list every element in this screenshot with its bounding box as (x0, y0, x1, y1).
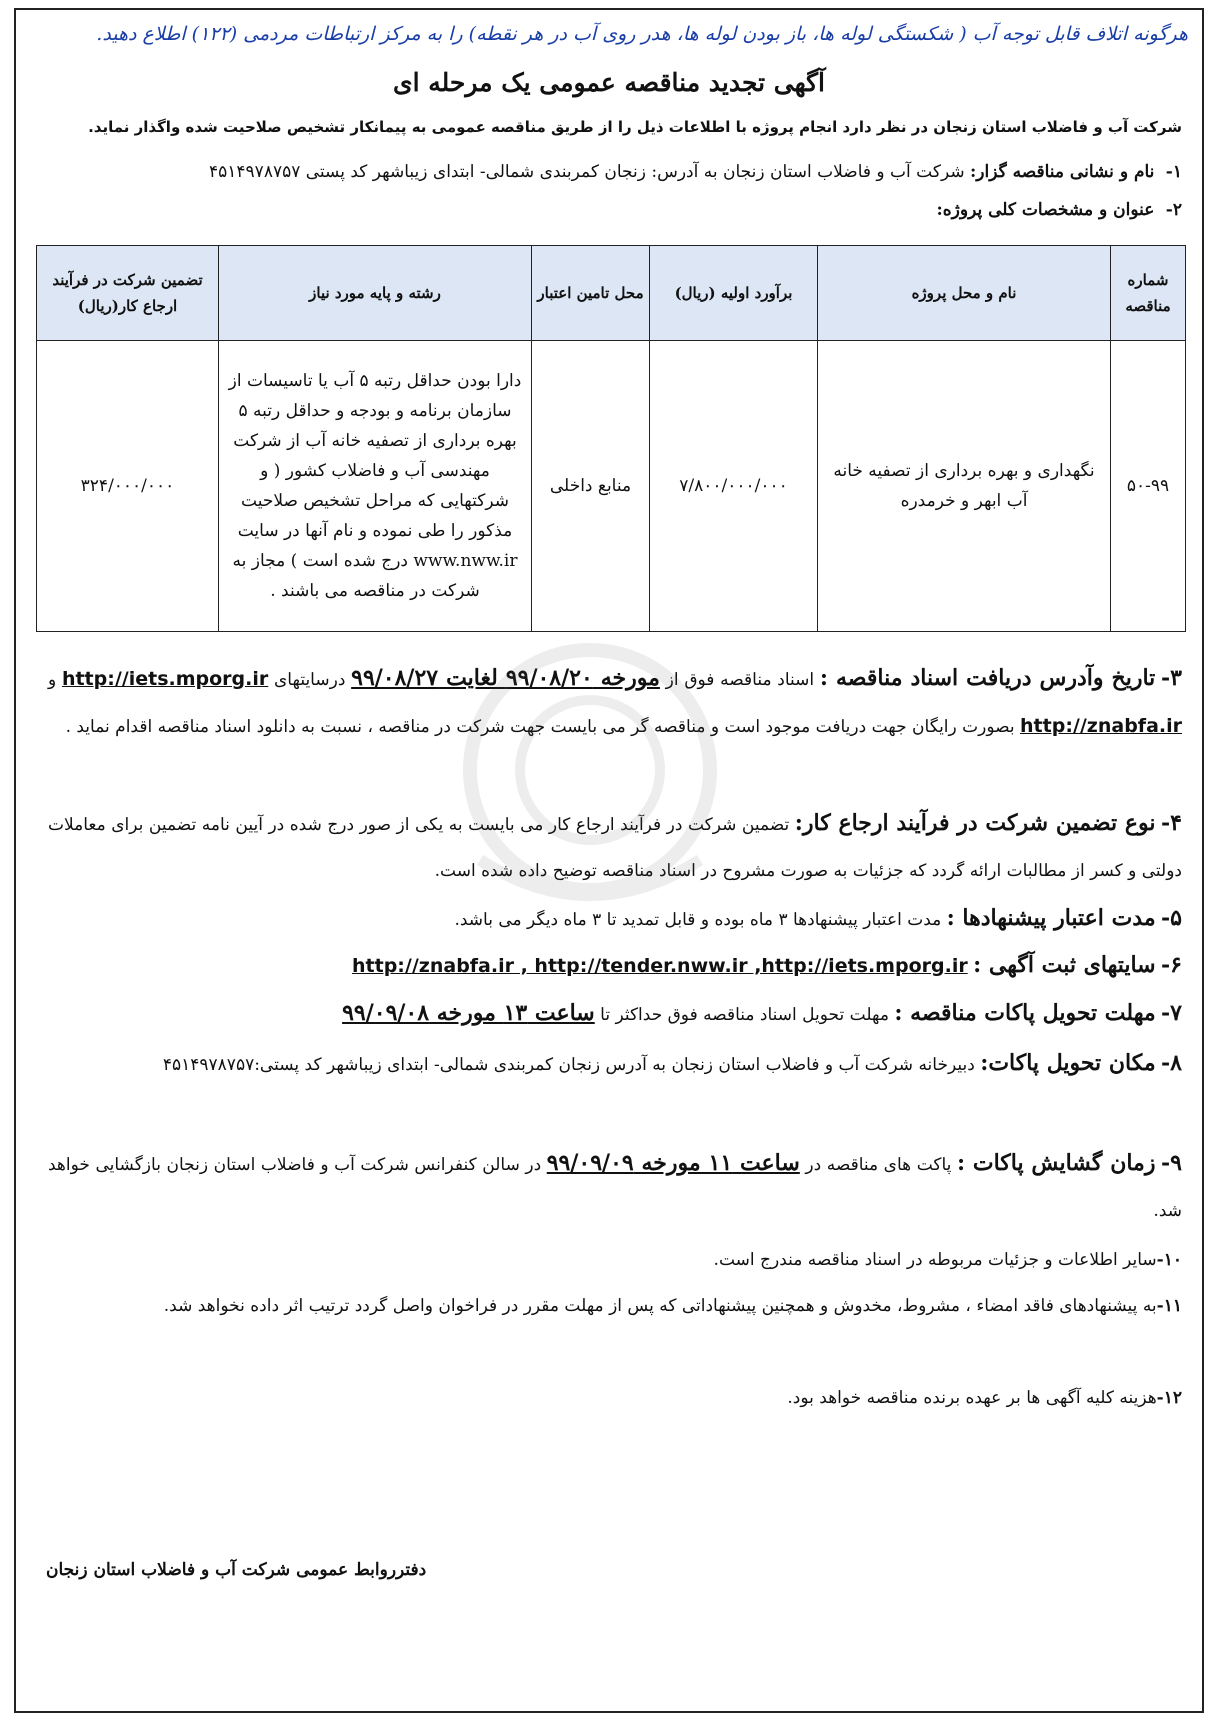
item-4: ۴- نوع تضمین شرکت در فرآیند ارجاع کار: تضمین شرکت در فرآیند ارجاع کار می بایست به یکی از صور درج شده در آیین نامه تضمین برای معاملات دولتی و کسر از مطالبات ارائه گردد که جزئیات به صورت مشروح در اسناد مناقصه توضیح داده شده است. (48, 810, 1182, 881)
cell-estimate: ۷/۸۰۰/۰۰۰/۰۰۰ (650, 341, 818, 632)
item-10-text: سایر اطلاعات و جزئیات مربوطه در اسناد مناقصه مندرج است. (713, 1250, 1157, 1270)
cell-number: ۵۰-۹۹ (1111, 341, 1186, 632)
project-table (36, 245, 1186, 632)
table-header-row (37, 246, 1186, 341)
item-11: ۱۱-به پیشنهادهای فاقد امضاء ، مشروط، مخدوش و همچنین پیشنهاداتی که پس از مهلت مقرر در فراخوان واصل گردد ترتیب اثر داده نخواهد شد. (163, 1296, 1182, 1316)
item-6-label: سایتهای ثبت آگهی : (973, 952, 1156, 978)
item-1-label: نام و نشانی مناقصه گزار: (970, 162, 1155, 182)
item-3-label: تاریخ وآدرس دریافت اسناد مناقصه : (819, 665, 1156, 691)
cell-field: دارا بودن حداقل رتبه ۵ آب یا تاسیسات از سازمان برنامه و بودجه و حداقل رتبه ۵ بهره برداری از تصفیه خانه آب از شرکت مهندسی آب و فاضلاب کشور ( و شرکتهایی که مراحل تشخیص صلاحیت مذکور را طی نموده و نام آنها در سایت www.nww.ir درج شده است ) مجاز به شرکت در مناقصه می باشند . (219, 341, 532, 632)
item-2-label: عنوان و مشخصات کلی پروژه: (936, 200, 1155, 220)
cell-funding: منابع داخلی (532, 341, 650, 632)
item-1: ۱- نام و نشانی مناقصه گزار: شرکت آب و فاضلاب استان زنجان به آدرس: زنجان کمربندی شمالی- ابتدای زیباشهر کد پستی ۴۵۱۴۹۷۸۷۵۷ (209, 162, 1182, 182)
header-name: نام و محل پروژه (818, 246, 1111, 341)
item-6-links[interactable]: http://znabfa.ir , http://tender.nww.ir ,http://iets.mporg.ir (352, 955, 968, 977)
header-funding: محل تامین اعتبار (532, 246, 650, 341)
item-7-label: مهلت تحویل پاکات مناقصه : (894, 1000, 1156, 1026)
table-row (37, 341, 1186, 632)
item-5-label: مدت اعتبار پیشنهادها : (946, 905, 1156, 931)
item-9: ۹- زمان گشایش پاکات : پاکت های مناقصه در ساعت ۱۱ مورخه ۹۹/۰۹/۰۹ در سالن کنفرانس شرکت آب و فاضلاب استان زنجان بازگشایی خواهد شد. (48, 1150, 1182, 1221)
header-estimate: برآورد اولیه (ریال) (650, 246, 818, 341)
item-6: ۶- سایتهای ثبت آگهی : http://znabfa.ir , http://tender.nww.ir ,http://iets.mporg.ir (352, 952, 1182, 978)
item-12: ۱۲-هزینه کلیه آگهی ها بر عهده برنده مناقصه خواهد بود. (787, 1388, 1182, 1408)
page-title: آگهی تجدید مناقصه عمومی یک مرحله ای (393, 68, 825, 97)
intro-text: شرکت آب و فاضلاب استان زنجان در نظر دارد انجام پروژه با اطلاعات ذیل را از طریق مناقصه عمومی به پیمانکار تشخیص صلاحیت شده واگذار نماید. (88, 118, 1182, 136)
item-12-text: هزینه کلیه آگهی ها بر عهده برنده مناقصه خواهد بود. (787, 1388, 1157, 1408)
item-8-label: مکان تحویل پاکات: (980, 1050, 1156, 1076)
cell-name: نگهداری و بهره برداری از تصفیه خانه آب ابهر و خرمدره (818, 341, 1111, 632)
item-8: ۸- مکان تحویل پاکات: دبیرخانه شرکت آب و فاضلاب استان زنجان به آدرس زنجان کمربندی شمالی- ابتدای زیباشهر کد پستی:۴۵۱۴۹۷۸۷۵۷ (162, 1050, 1182, 1076)
item-10: ۱۰-سایر اطلاعات و جزئیات مربوطه در اسناد مناقصه مندرج است. (713, 1250, 1182, 1270)
footer-signature: دفترروابط عمومی شرکت آب و فاضلاب استان زنجان (46, 1560, 427, 1580)
header-field: رشته و پایه مورد نیاز (219, 246, 532, 341)
item-11-text: به پیشنهادهای فاقد امضاء ، مشروط، مخدوش و همچنین پیشنهاداتی که پس از مهلت مقرر در فراخوان واصل گردد ترتیب اثر داده نخواهد شد. (163, 1296, 1157, 1316)
item-4-label: نوع تضمین شرکت در فرآیند ارجاع کار: (794, 810, 1156, 836)
item-7: ۷- مهلت تحویل پاکات مناقصه : مهلت تحویل اسناد مناقصه فوق حداکثر تا ساعت ۱۳ مورخه ۹۹/۰۹/۰۸ (342, 1000, 1182, 1026)
header-number: شماره مناقصه (1111, 246, 1186, 341)
item-9-label: زمان گشایش پاکات : (956, 1150, 1156, 1176)
water-waste-banner: هرگونه اتلاف قابل توجه آب ( شکستگی لوله ها، باز بودن لوله ها، هدر روی آب در هر نقطه) را به مرکز ارتباطات مردمی (۱۲۲) اطلاع دهید. (96, 23, 1188, 45)
item-1-text: شرکت آب و فاضلاب استان زنجان به آدرس: زنجان کمربندی شمالی- ابتدای زیباشهر کد پستی ۴۵۱۴۹۷۸۷۵۷ (209, 162, 965, 182)
item-4-text: تضمین شرکت در فرآیند ارجاع کار می بایست به یکی از صور درج شده در آیین نامه تضمین برای معاملات دولتی و کسر از مطالبات ارائه گردد که جزئیات به صورت مشروح در اسناد مناقصه توضیح داده شده است. (48, 815, 1182, 881)
item-2: ۲- عنوان و مشخصات کلی پروژه: (936, 200, 1182, 220)
item-5-text: مدت اعتبار پیشنهادها ۳ ماه بوده و قابل تمدید تا ۳ ماه دیگر می باشد. (454, 910, 942, 930)
item-9-date: ساعت ۱۱ مورخه ۹۹/۰۹/۰۹ (546, 1150, 800, 1176)
notice-frame (14, 8, 1204, 1713)
item-7-deadline: ساعت ۱۳ مورخه ۹۹/۰۹/۰۸ (342, 1000, 595, 1026)
header-guarantee: تضمین شرکت در فرآیند ارجاع کار(ریال) (37, 246, 219, 341)
link-znabfa[interactable]: http://znabfa.ir (1020, 715, 1182, 737)
item-5: ۵- مدت اعتبار پیشنهادها : مدت اعتبار پیشنهادها ۳ ماه بوده و قابل تمدید تا ۳ ماه دیگر می باشد. (454, 905, 1182, 931)
item-8-text: دبیرخانه شرکت آب و فاضلاب استان زنجان به آدرس زنجان کمربندی شمالی- ابتدای زیباشهر کد پستی:۴۵۱۴۹۷۸۷۵۷ (162, 1055, 975, 1075)
cell-guarantee: ۳۲۴/۰۰۰/۰۰۰ (37, 341, 219, 632)
item-3-dates: مورخه ۹۹/۰۸/۲۰ لغایت ۹۹/۰۸/۲۷ (351, 665, 660, 691)
link-iets[interactable]: http://iets.mporg.ir (61, 668, 269, 690)
item-3: ۳- تاریخ وآدرس دریافت اسناد مناقصه : اسناد مناقصه فوق از مورخه ۹۹/۰۸/۲۰ لغایت ۹۹/۰۸/۲۷ درسایتهای http://iets.mporg.ir و http://znabfa.ir بصورت رایگان جهت دریافت موجود است و مناقصه گر می بایست جهت شرکت در مناقصه ، نسبت به دانلود اسناد مناقصه اقدام نماید . (48, 665, 1182, 737)
